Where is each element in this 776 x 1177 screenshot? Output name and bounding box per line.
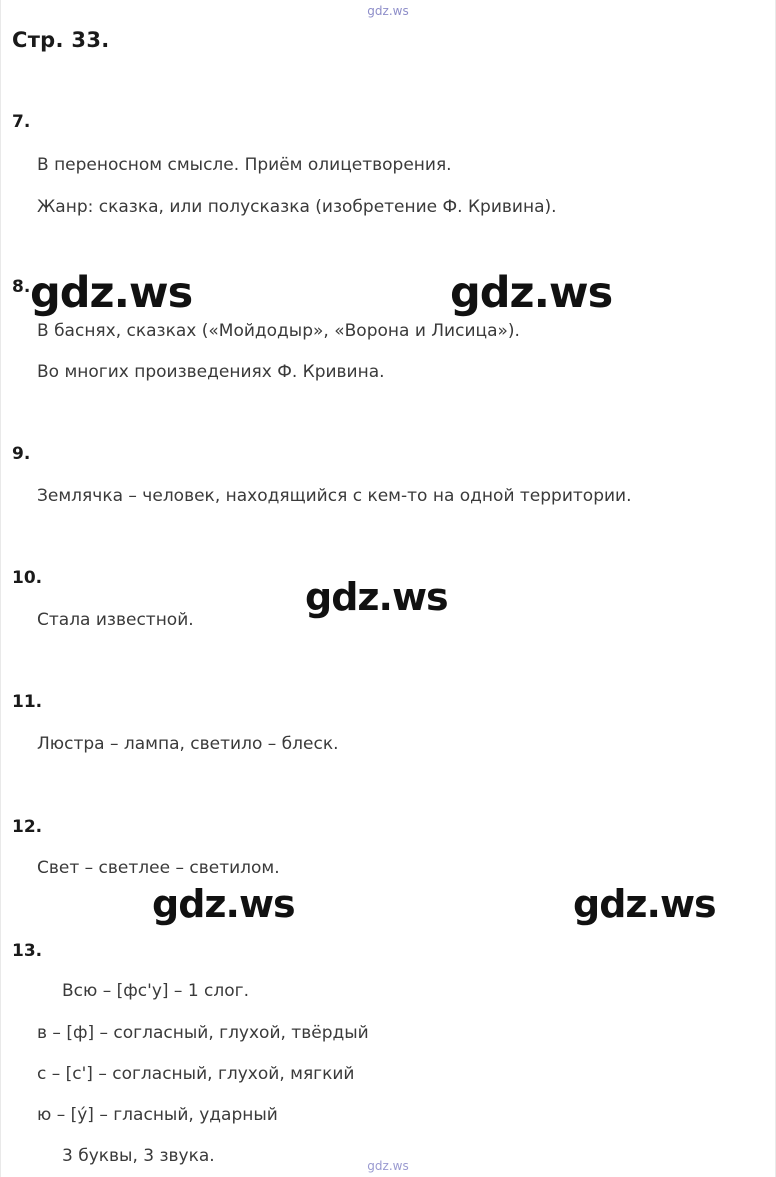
exercise-number: 9. [12, 444, 31, 464]
answer-line: ю – [у́] – гласный, ударный [37, 1105, 278, 1125]
answer-line: Люстра – лампа, светило – блеск. [37, 734, 339, 754]
watermark: gdz.ws [305, 575, 448, 619]
exercise-number: 13. [12, 941, 43, 961]
answer-line: Во многих произведениях Ф. Кривина. [37, 362, 385, 382]
top-watermark: gdz.ws [367, 4, 409, 18]
bottom-watermark: gdz.ws [367, 1159, 409, 1173]
exercise-number: 11. [12, 692, 43, 712]
answer-line: Свет – светлее – светилом. [37, 858, 280, 878]
exercise-number: 7. [12, 112, 31, 132]
answer-line: 3 буквы, 3 звука. [62, 1146, 215, 1166]
answer-line: В баснях, сказках («Мойдодыр», «Ворона и Лисица»). [37, 321, 520, 341]
page-number-label: Стр. 33. [12, 28, 110, 52]
exercise-number: 12. [12, 817, 43, 837]
answer-line: В переносном смысле. Приём олицетворения. [37, 155, 452, 175]
watermark: gdz.ws [573, 882, 716, 926]
answer-line: Стала известной. [37, 610, 194, 630]
watermark: gdz.ws [450, 268, 613, 318]
answer-line: с – [с'] – согласный, глухой, мягкий [37, 1064, 355, 1084]
answer-line: Жанр: сказка, или полусказка (изобретение Ф. Кривина). [37, 197, 557, 217]
watermark: gdz.ws [152, 882, 295, 926]
exercise-number: 8. [12, 277, 31, 297]
answer-line: Всю – [фс'у] – 1 слог. [62, 981, 249, 1001]
watermark: gdz.ws [30, 268, 193, 318]
exercise-number: 10. [12, 568, 43, 588]
page-left-border [0, 0, 1, 1177]
answer-line: в – [ф] – согласный, глухой, твёрдый [37, 1023, 369, 1043]
answer-line: Землячка – человек, находящийся с кем-то на одной территории. [37, 486, 632, 506]
